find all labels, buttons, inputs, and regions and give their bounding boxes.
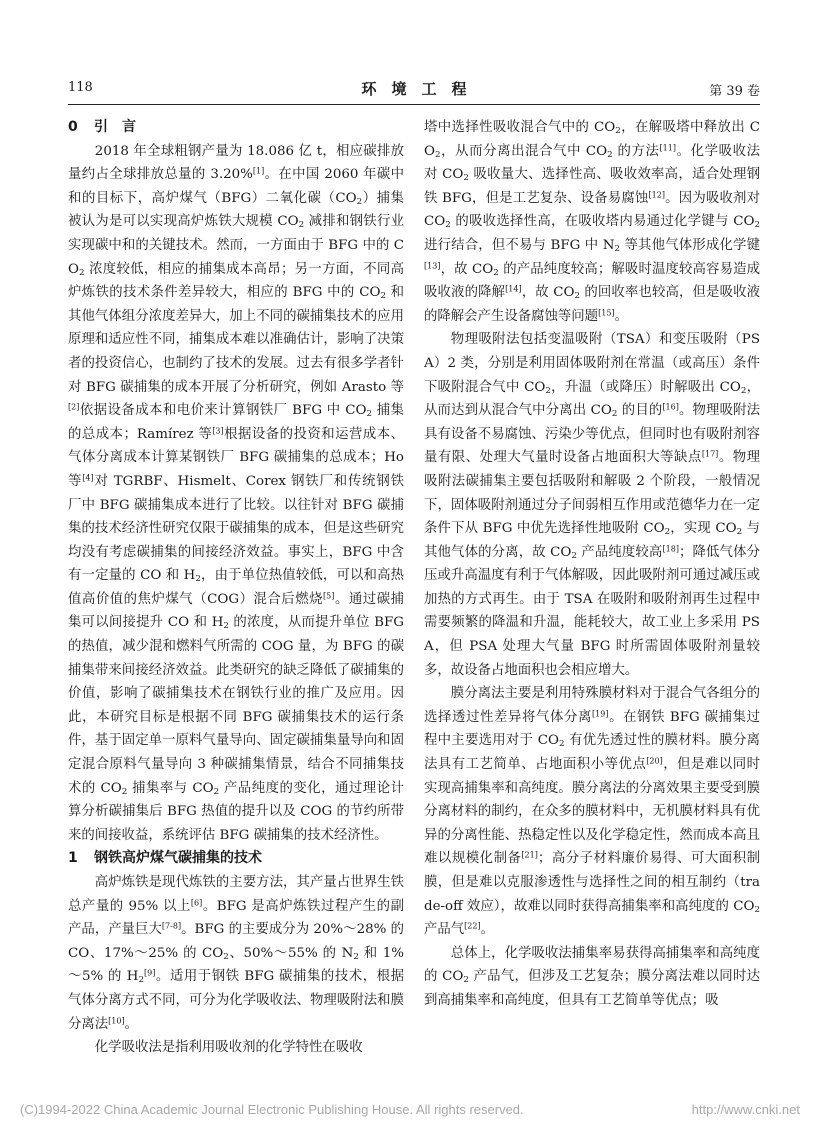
citation[interactable]: [2] bbox=[68, 402, 80, 412]
citation[interactable]: [21] bbox=[521, 850, 538, 860]
citation[interactable]: [13] bbox=[424, 261, 441, 271]
citation[interactable]: [3] bbox=[212, 426, 224, 436]
citation[interactable]: [18] bbox=[662, 544, 679, 554]
citation[interactable]: [6] bbox=[190, 898, 203, 908]
copyright-text: (C)1994-2022 China Academic Journal Electronic Publishing House. All rights reserved. bbox=[20, 1102, 524, 1117]
citation[interactable]: [17] bbox=[701, 449, 719, 459]
citation[interactable]: [15] bbox=[598, 308, 615, 318]
paragraph-chemical-absorption-start: 化学吸收法是指利用吸收剂的化学特性在吸收 bbox=[94, 1040, 363, 1056]
header-rule bbox=[68, 104, 760, 105]
citation[interactable]: [9] bbox=[143, 968, 156, 978]
citation[interactable]: [14] bbox=[505, 284, 522, 294]
citation[interactable]: [5] bbox=[323, 591, 335, 601]
citation[interactable]: [16] bbox=[662, 402, 679, 412]
citation[interactable]: [1] bbox=[252, 166, 265, 176]
citation[interactable]: [7-8] bbox=[161, 921, 182, 931]
section-heading-introduction bbox=[68, 116, 404, 140]
citation[interactable]: [22] bbox=[464, 921, 481, 931]
section-heading-technology bbox=[68, 847, 404, 871]
running-header bbox=[68, 78, 760, 100]
citation[interactable]: [11] bbox=[659, 143, 677, 153]
section-number: 0 bbox=[68, 119, 78, 135]
journal-title: 环 境 工 程 bbox=[361, 80, 467, 98]
paragraph-chemical-absorption: 塔中选择性吸收混合气中的 $CO_2$，在解吸塔中释放出 $CO_2$，从而分离出混合气中 $CO_2$ 的方法[11]。化学吸收法对 $CO_2$ 吸收量大、选择性高、吸收效率高，适合处理钢铁 BFG，但是工艺复杂、设备易腐蚀[12]。因为吸收剂对 $CO_2$ 的吸收选择性高，在吸收塔内易通过化学键与 $CO_2$ 进行结合，但不易与 BFG 中 $N_2$ 等其他气体形成化学键[13]，故 $CO_2$ 的产品纯度较高；解吸时温度较高容易造成吸收液的降解[14]，故 $CO_2$ 的回收率也较高，但是吸收液的降解会产生设备腐蚀等问题[15]。 bbox=[424, 120, 761, 324]
paragraph-bfg-overview: 高炉炼铁是现代炼铁的主要方法，其产量占世界生铁总产量的 95% 以上[6]。BFG 是高炉炼铁过程产生的副产品，产量巨大[7-8]。BFG 的主要成分为 20%～28% 的 CO、17%～25% 的 $CO_2$、50%～55% 的 $N_2$ 和 1%～5% 的 $H_2[9]$。适用于钢铁 BFG 碳捕集的技术，根据气体分离方式不同，可分为化学吸收法、物理吸附法和膜分离法[10]。 bbox=[68, 875, 405, 1032]
citation[interactable]: [12] bbox=[648, 190, 665, 200]
section-title: 钢铁高炉煤气碳捕集的技术 bbox=[94, 850, 262, 867]
paragraph-introduction: 2018 年全球粗钢产量为 18.086 亿 t，相应碳排放量约占全球排放总量的 3.20%[1]。在中国 2060 年碳中和的目标下，高炉煤气（BFG）二氧化碳$(CO_2)$捕集被认为是可以实现高炉炼铁大规模 $CO_2$ 减排和钢铁行业实现碳中和的关键技术。然而，一方面由于 BFG 中的 $CO_2$ 浓度较低，相应的捕集成本高昂；另一方面，不同高炉炼铁的技术条件差异较大，相应的 BFG 中的 $CO_2$ 和其他气体组分浓度差异大，加上不同的碳捕集技术的应用原理和适应性不同，捕集成本难以准确估计，影响了决策者的投资信心，也制约了技术的发展。过去有很多学者针对 BFG 碳捕集的成本开展了分析研究，例如 Arasto 等[2]依据设备成本和电价来计算钢铁厂 BFG 中 $CO_2$ 捕集的总成本；Ramírez 等[3]根据设备的投资和运营成本、气体分离成本计算某钢铁厂 BFG 碳捕集的总成本；Ho 等[4]对 TGRBF、Hismelt、Corex 钢铁厂和传统钢铁厂中 BFG 碳捕集成本进行了比较。以往针对 BFG 碳捕集的技术经济性研究仅限于碳捕集的成本，但是这些研究均没有考虑碳捕集的间接经济效益。事实上，BFG 中含有一定量的 CO 和 $H_2$，由于单位热值较低，可以和高热值高价值的焦炉煤气（COG）混合后燃烧[5]。通过碳捕集可以间接提升 CO 和 $H_2$ 的浓度，从而提升单位 BFG 的热值，减少混和燃料气所需的 COG 量，为 BFG 的碳捕集带来间接经济效益。此类研究的缺乏降低了碳捕集的价值，影响了碳捕集技术在钢铁行业的推广及应用。因此，本研究目标是根据不同 BFG 碳捕集技术的运行条件，基于固定单一原料气量导向、固定碳捕集量导向和固定混合原料气量导向 3 种碳捕集情景，结合不同捕集技术的 $CO_2$ 捕集率与 $CO_2$ 产品纯度的变化，通过理论计算分析碳捕集后 BFG 热值的提升以及 COG 的节约所带来的间接收益，系统评估 BFG 碳捕集的技术经济性。 bbox=[68, 143, 405, 843]
citation[interactable]: [19] bbox=[591, 709, 609, 719]
volume-label: 第 39 卷 bbox=[709, 84, 760, 99]
section-title: 引 言 bbox=[94, 119, 136, 135]
citation[interactable]: [4] bbox=[82, 473, 94, 483]
citation[interactable]: [20] bbox=[646, 756, 663, 766]
website-link[interactable]: http://www.cnki.net bbox=[691, 1102, 800, 1117]
paragraph-membrane-separation: 膜分离法主要是利用特殊膜材料对于混合气各组分的选择透过性差异将气体分离[19]。在钢铁 BFG 碳捕集过程中主要选用对于 $CO_2$ 有优先透过性的膜材料。膜分离法具有工艺简单、占地面积小等优点[20]，但是难以同时实现高捕集率和高纯度。膜分离法的分离效果主要受到膜分离材料的制约，在众多的膜材料中，无机膜材料具有优异的分离性能、热稳定性以及化学稳定性，然而成本高且难以规模化制备[21]；高分子材料廉价易得、可大面积制膜，但是难以克服渗透性与选择性之间的相互制约（trade-off 效应），故难以同时获得高捕集率和高纯度的 $CO_2$ 产品气[22]。 bbox=[424, 686, 761, 938]
right-column bbox=[424, 116, 760, 1013]
paragraph-physical-adsorption: 物理吸附法包括变温吸附（TSA）和变压吸附（PSA）2 类，分别是利用固体吸附剂在常温（或高压）条件下吸附混合气中 $CO_2$，升温（或降压）时解吸出 $CO_2$，从而达到从混合气中分离出 $CO_2$ 的目的[16]。物理吸附法具有设备不易腐蚀、污染少等优点，但同时也有吸附剂容量有限、处理大气量时设备占地面积大等缺点[17]。物理吸附法碳捕集主要包括吸附和解吸 2 个阶段，一般情况下，固体吸附剂通过分子间弱相互作用或范德华力在一定条件下从 BFG 中优先选择性地吸附 $CO_2$，实现 $CO_2$ 与其他气体的分离，故 $CO_2$ 产品纯度较高[18]；降低气体分压或升高温度有利于气体解吸，因此吸附剂可通过减压或加热的方式再生。由于 TSA 在吸附和吸附剂再生过程中需要频繁的降温和升温，能耗较大，故工业上多采用 PSA，但 PSA 处理大气量 BFG 时所需固体吸附剂量较多，故设备占地面积也会相应增大。 bbox=[424, 332, 761, 678]
section-number: 1 bbox=[68, 850, 78, 867]
paragraph-summary: 总体上，化学吸收法捕集率易获得高捕集率和高纯度的 $CO_2$ 产品气，但涉及工艺复杂；膜分离法难以同时达到高捕集率和高纯度，但具有工艺简单等优点；吸 bbox=[424, 945, 760, 1008]
citation[interactable]: [10] bbox=[108, 1016, 125, 1026]
left-column bbox=[68, 116, 404, 1060]
page-number: 118 bbox=[68, 80, 93, 95]
